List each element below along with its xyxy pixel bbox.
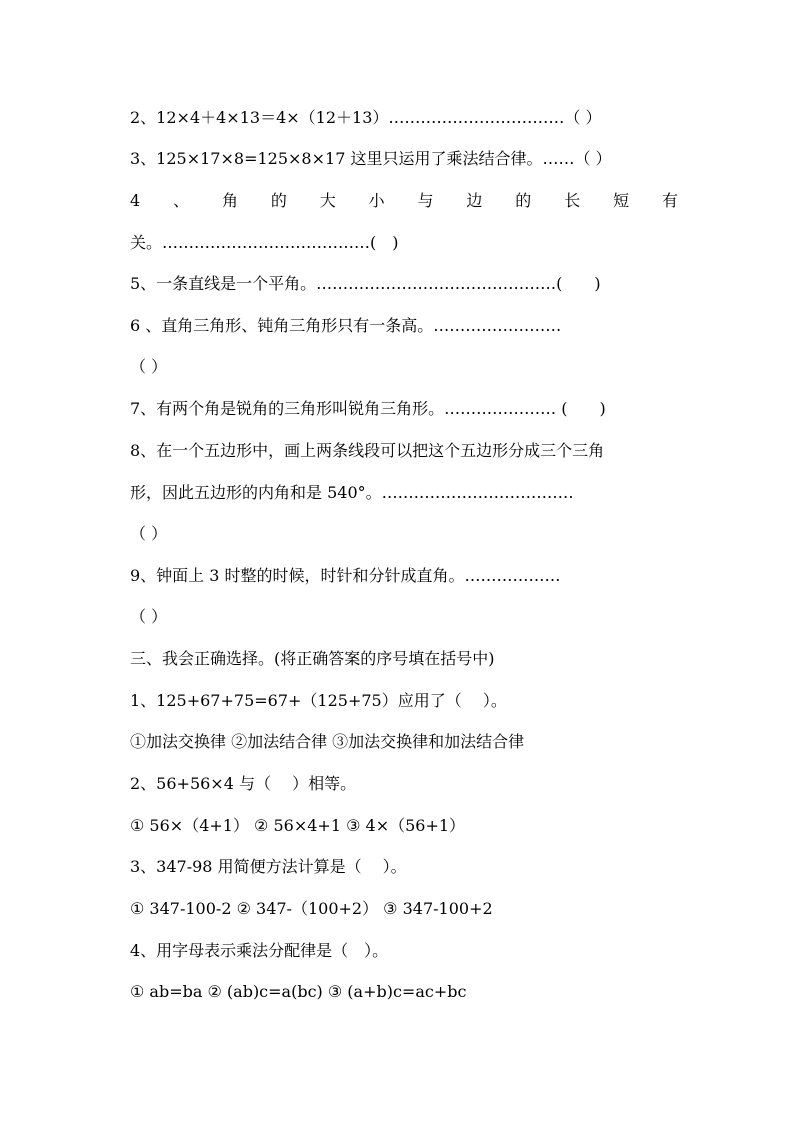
q4-char: 的	[515, 191, 532, 210]
choice-q2-options: ① 56×（4+1） ② 56×4+1 ③ 4×（56+1）	[130, 816, 466, 835]
choice-q1-question: 1、125+67+75=67+（125+75）应用了（ ）。	[130, 691, 507, 710]
q4-char: 有	[661, 191, 678, 210]
judgement-q8-line3: （ ）	[130, 524, 168, 543]
judgement-q8-line2: 形，因此五边形的内角和是 540°。………………………………	[130, 483, 574, 502]
choice-q2-question: 2、56+56×4 与（ ）相等。	[130, 774, 357, 793]
q4-char: 与	[417, 191, 434, 210]
q4-char: 大	[319, 191, 336, 210]
q4-char: 长	[564, 191, 581, 210]
judgement-q9-line2: （ ）	[130, 607, 168, 626]
choice-q4-question: 4、用字母表示乘法分配律是（ ）。	[130, 941, 389, 960]
judgement-q7: 7、有两个角是锐角的三角形叫锐角三角形。………………… ( )	[130, 399, 606, 418]
q4-char: 小	[368, 191, 385, 210]
judgement-q6-line1: 6 、直角三角形、钝角三角形只有一条高。……………………	[130, 316, 562, 335]
q4-char: 的	[270, 191, 287, 210]
judgement-q8-line1: 8、在一个五边形中，画上两条线段可以把这个五边形分成三个三角	[130, 441, 605, 460]
q4-char: 4	[130, 191, 141, 210]
judgement-q5: 5、一条直线是一个平角。………………………………………( )	[130, 274, 601, 293]
q4-char: 短	[613, 191, 630, 210]
judgement-q4-line1	[130, 190, 678, 212]
judgement-q9-line1: 9、钟面上 3 时整的时候，时针和分针成直角。………………	[130, 566, 561, 585]
q4-char: 、	[173, 191, 190, 210]
judgement-q4-line2: 关。…………………………………( )	[130, 233, 399, 252]
judgement-q6-line2: （ ）	[130, 357, 168, 376]
q4-char: 边	[466, 191, 483, 210]
choice-q3-options: ① 347-100-2 ② 347-（100+2） ③ 347-100+2	[130, 899, 493, 918]
q4-char: 角	[221, 191, 238, 210]
section3-heading: 三、我会正确选择。(将正确答案的序号填在括号中)	[130, 649, 495, 668]
choice-q3-question: 3、347-98 用简便方法计算是（ ）。	[130, 857, 407, 876]
judgement-q2: 2、12×4＋4×13＝4×（12＋13）……………………………（ ）	[130, 108, 602, 127]
choice-q1-options: ①加法交换律 ②加法结合律 ③加法交换律和加法结合律	[130, 732, 525, 751]
judgement-q3: 3、125×17×8=125×8×17 这里只运用了乘法结合律。……（ ）	[130, 149, 612, 168]
choice-q4-options: ① ab=ba ② (ab)c=a(bc) ③ (a+b)c=ac+bc	[130, 982, 467, 1001]
